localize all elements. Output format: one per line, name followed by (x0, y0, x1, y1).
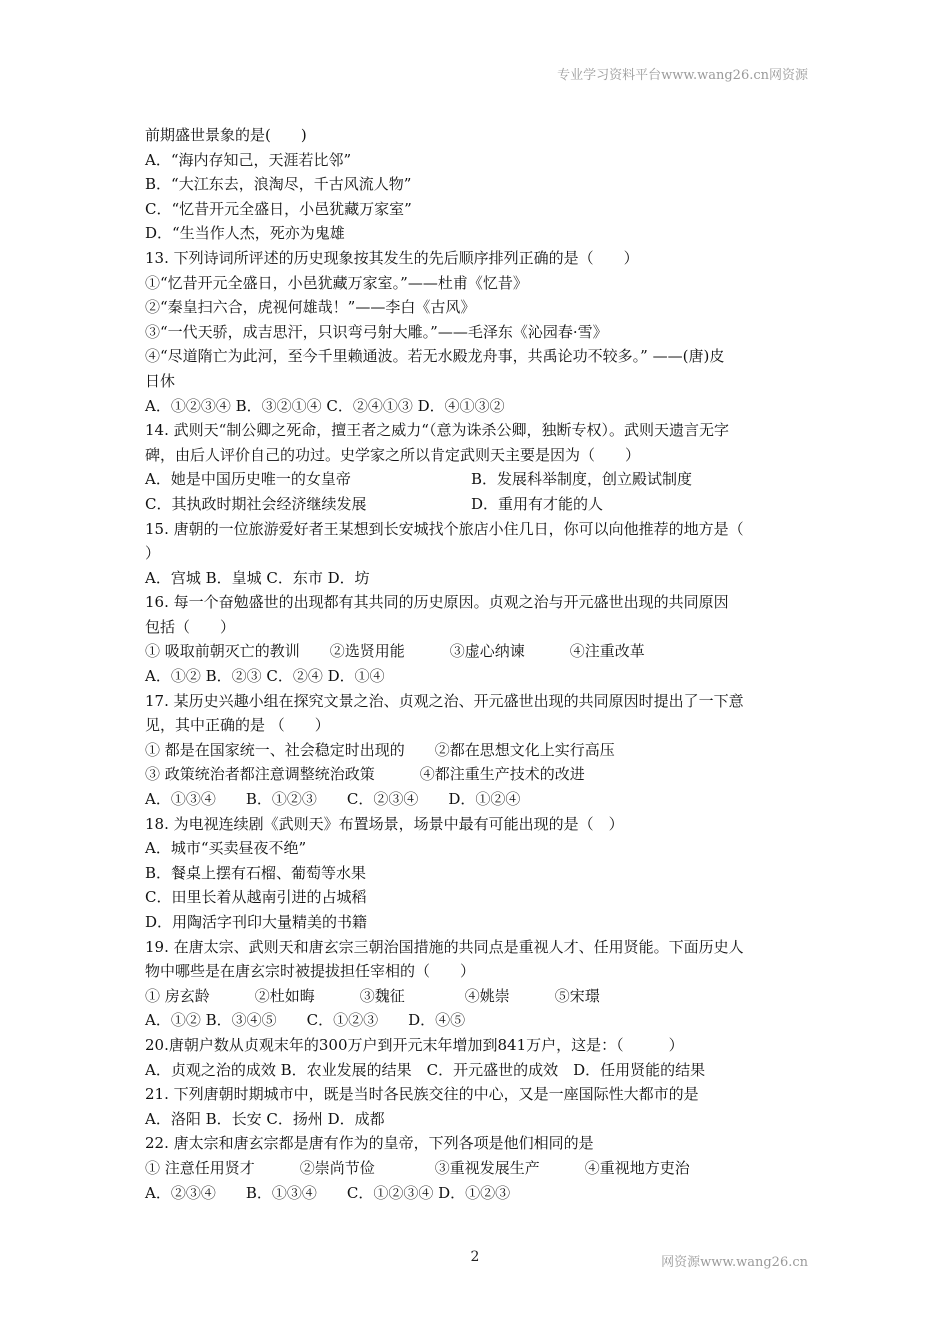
option-d: D．重用有才能的人 (471, 494, 604, 513)
footer-watermark: 网资源www.wang26.cn (661, 1255, 808, 1270)
question-20: 20.唐朝户数从贞观末年的300万户到开元末年增加到841万户，这是：（ ） (145, 1035, 684, 1054)
page-number: 2 (470, 1249, 480, 1265)
option-line: A．①②③④ B．③②①④ C．②④①③ D．④①③② (145, 396, 505, 415)
text-line: ③“一代天骄，成吉思汗，只识弯弓射大雕。”——毛泽东《沁园春·雪》 (145, 322, 608, 341)
text-line: 碑，由后人评价自己的功过。史学家之所以肯定武则天主要是因为（ ） (145, 445, 641, 464)
text-line: ①“忆昔开元全盛日，小邑犹藏万家室。”——杜甫《忆昔》 (145, 273, 528, 292)
option-line: A．①② B．②③ C．②④ D．①④ (145, 667, 385, 686)
option-a: A．她是中国历史唯一的女皇帝 (145, 470, 351, 489)
option-line: C．“忆昔开元全盛日，小邑犹藏万家室” (145, 199, 412, 218)
option-line: C．田里长着从越南引进的占城稻 (145, 888, 367, 907)
text-line: ③ 政策统治者都注意调整统治政策 ④都注重生产技术的改进 (145, 765, 585, 784)
option-line: A．①② B．③④⑤ C．①②③ D．④⑤ (145, 1011, 466, 1030)
option-line: D．用陶活字刊印大量精美的书籍 (145, 913, 368, 931)
option-line: A．②③④ B．①③④ C．①②③④ D．①②③ (145, 1183, 511, 1202)
text-line: ① 注意任用贤才 ②崇尚节俭 ③重视发展生产 ④重视地方吏治 (145, 1158, 690, 1177)
question-22: 22. 唐太宗和唐玄宗都是唐有作为的皇帝，下列各项是他们相同的是 (145, 1134, 594, 1153)
question-17: 17. 某历史兴趣小组在探究文景之治、贞观之治、开元盛世出现的共同原因时提出了一下意 (145, 691, 744, 710)
option-line: A．城市“买卖昼夜不绝” (145, 839, 307, 858)
option-line: A．①③④ B．①②③ C．②③④ D．①②④ (145, 790, 521, 809)
option-line: A．宫城 B．皇城 C．东市 D．坊 (145, 568, 370, 587)
question-15: 15. 唐朝的一位旅游爱好者王某想到长安城找个旅店小住几日，你可以向他推荐的地方是（ (145, 519, 744, 538)
option-line: B．“大江东去，浪淘尽，千古风流人物” (145, 175, 412, 194)
option-line: D．“生当作人杰，死亦为鬼雄 (145, 224, 345, 243)
option-c: C．其执政时期社会经济继续发展 (145, 494, 367, 513)
text-line: ） (145, 544, 161, 563)
text-line: 见，其中正确的是 （ ） (145, 716, 330, 735)
text-line: ① 都是在国家统一、社会稳定时出现的 ②都在思想文化上实行高压 (145, 740, 615, 759)
question-18: 18. 为电视连续剧《武则天》布置场景，场景中最有可能出现的是（ ） (145, 814, 624, 833)
text-line: ① 吸取前朝灭亡的教训 ②选贤用能 ③虚心纳谏 ④注重改革 (145, 642, 645, 661)
question-content (145, 123, 810, 1205)
option-line: A．“海内存知己，天涯若比邻” (145, 150, 352, 169)
question-14: 14. 武则天“制公卿之死命，擅王者之威力“（意为诛杀公卿，独断专权）。武则天遗言无字 (145, 421, 729, 440)
question-19: 19. 在唐太宗、武则天和唐玄宗三朝治国措施的共同点是重视人才、任用贤能。下面历史人 (145, 937, 744, 956)
text-line: ① 房玄龄 ②杜如晦 ③魏征 ④姚崇 ⑤宋璟 (145, 986, 600, 1005)
text-line: 日休 (145, 371, 176, 390)
option-b: B．发展科举制度，创立殿试制度 (471, 470, 693, 489)
question-16: 16. 每一个奋勉盛世的出现都有其共同的历史原因。贞观之治与开元盛世出现的共同原因 (145, 593, 729, 612)
option-line: A．洛阳 B．长安 C．扬州 D．成都 (145, 1109, 385, 1128)
text-line: 物中哪些是在唐玄宗时被提拔担任宰相的（ ） (145, 962, 476, 981)
text-line: ②“秦皇扫六合，虎视何雄哉！”——李白《古风》 (145, 298, 476, 317)
option-row (145, 467, 810, 492)
page-header-watermark: 专业学习资料平台www.wang26.cn网资源 (557, 68, 808, 83)
option-line: B．餐桌上摆有石榴、葡萄等水果 (145, 863, 367, 882)
option-line: A．贞观之治的成效 B．农业发展的结果 C．开元盛世的成效 D．任用贤能的结果 (145, 1060, 706, 1079)
option-row (145, 492, 810, 517)
text-line: 前期盛世景象的是( ) (145, 126, 307, 144)
text-line: ④“尽道隋亡为此河，至今千里赖通波。若无水殿龙舟事，共禹论功不较多。” ——(唐)皮 (145, 347, 725, 366)
text-line: 包括（ ） (145, 617, 236, 636)
question-21: 21. 下列唐朝时期城市中，既是当时各民族交往的中心，又是一座国际性大都市的是 (145, 1085, 699, 1104)
question-13: 13. 下列诗词所评述的历史现象按其发生的先后顺序排列正确的是（ ） (145, 248, 639, 267)
